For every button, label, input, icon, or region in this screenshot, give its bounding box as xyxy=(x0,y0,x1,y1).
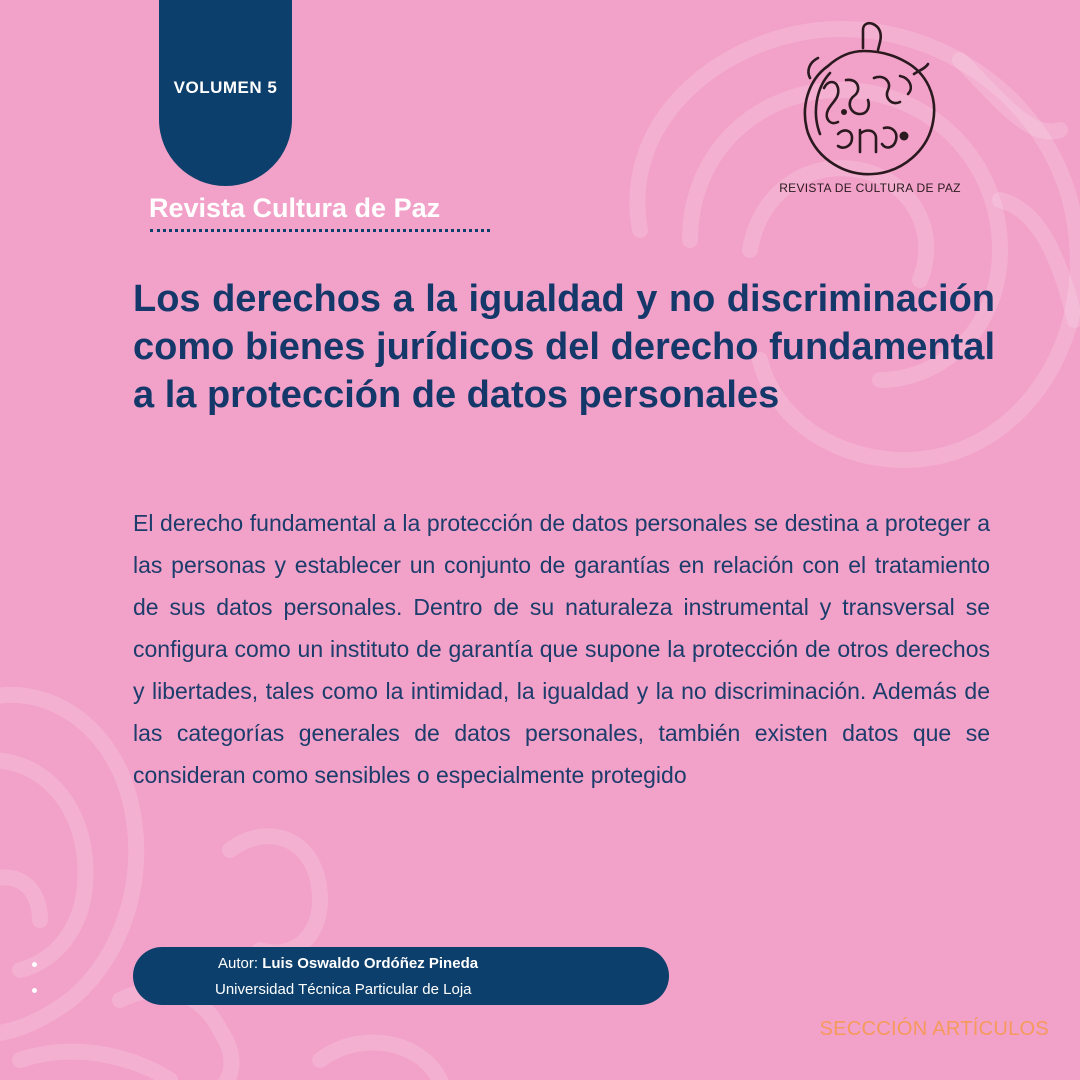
author-label: Autor: xyxy=(218,955,259,972)
volume-tab xyxy=(159,0,292,186)
maze-vessel-logo xyxy=(788,18,948,193)
author-box xyxy=(133,947,669,1005)
section-label: SECCCIÓN ARTÍCULOS xyxy=(819,1018,1049,1040)
author-affiliation: Universidad Técnica Particular de Loja xyxy=(215,981,472,998)
author-line xyxy=(218,955,478,972)
journal-name: Revista Cultura de Paz xyxy=(149,193,441,223)
article-title: Los derechos a la igualdad y no discriminación como bienes jurídicos del derecho fundamental a la protección de datos personales xyxy=(133,278,995,416)
logo-caption: REVISTA DE CULTURA DE PAZ xyxy=(779,181,961,195)
bullet-dot xyxy=(32,962,37,967)
author-name: Luis Oswaldo Ordóñez Pineda xyxy=(262,955,479,972)
article-abstract: El derecho fundamental a la protección de datos personales se destina a proteger a las personas y establecer un conjunto de garantías en relación con el tratamiento de sus datos personales. Dentro de su naturaleza instrumental y transversal se configura como un instituto de garantía que supone la protección de otros derechos y libertades, tales como la intimidad, la igualdad y la no discriminación. Además de las categorías generales de datos personales, también existen datos que se consideran como sensibles o especialmente protegido xyxy=(133,510,990,788)
bullet-dot xyxy=(32,988,37,993)
volume-label: VOLUMEN 5 xyxy=(173,78,278,97)
dotted-divider xyxy=(150,229,490,232)
